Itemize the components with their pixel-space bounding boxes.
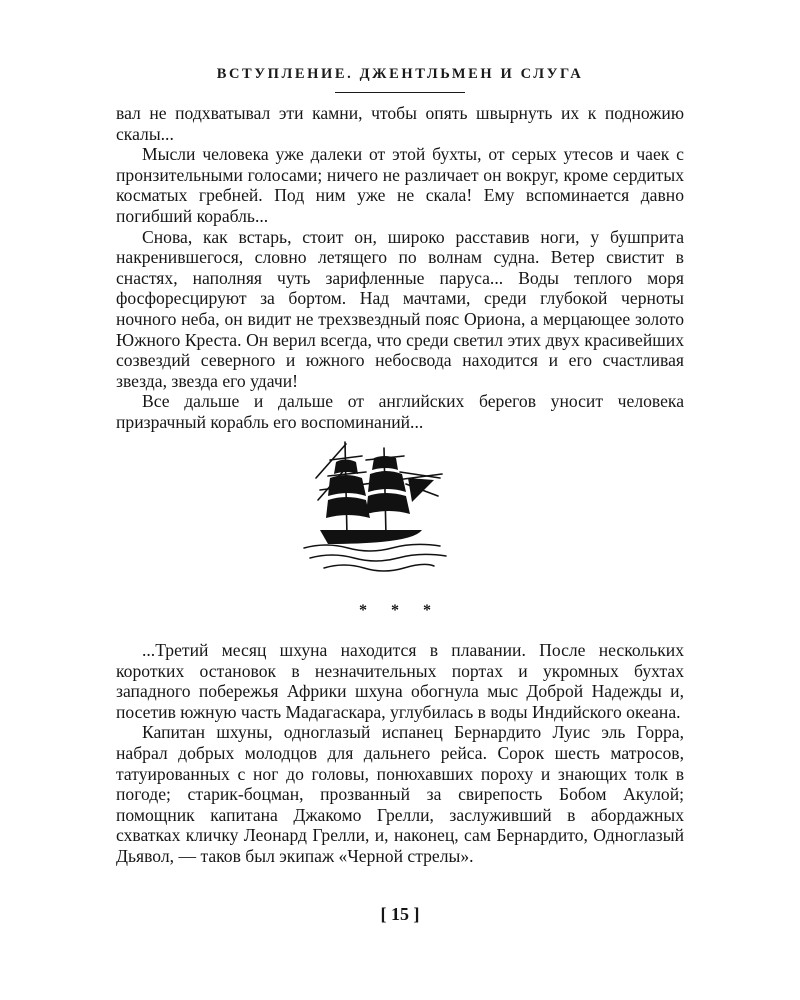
paragraph: ...Третий месяц шхуна находится в плавании. После нескольких коротких остановок в незначительных портах и укромных бухтах западного побережья Африки шхуна обогнула мыс Доброй Надежды и, посетив южную часть Мадагаскара, углубилась в воды Индийского океана. bbox=[116, 640, 684, 722]
header-rule bbox=[335, 92, 465, 93]
page-number: [ 15 ] bbox=[380, 904, 420, 924]
paragraph: Мысли человека уже далеки от этой бухты, от серых утесов и чаек с пронзительными голосами; ничего не различает он вокруг, кроме сердитых косматых гребней. Под ним уже не скала! Ему вспоминается давно погибший корабль... bbox=[116, 144, 684, 226]
running-head: ВСТУПЛЕНИЕ. ДЖЕНТЛЬМЕН И СЛУГА bbox=[216, 66, 584, 82]
sailing-ship-illustration bbox=[300, 438, 450, 583]
paragraph: Все дальше и дальше от английских берегов уносит человека призрачный корабль его воспоминаний... bbox=[116, 391, 684, 432]
text-block-bottom bbox=[116, 640, 684, 867]
paragraph: Снова, как встарь, стоит он, широко расставив ноги, у бушприта накренившегося, словно летящего по волнам судна. Ветер свистит в снастях, наполняя чуть зарифленные паруса... Воды теплого моря фосфоресцируют за бортом. Над мачтами, среди глубокой черноты ночного неба, он видит не трехзвездный пояс Ориона, а мерцающее золото Южного Креста. Он верил всегда, что среди светил этих двух красивейших созвездий северного и южного небосвода находится и его счастливая звезда, звезда его удачи! bbox=[116, 226, 684, 391]
paragraph: Капитан шхуны, одноглазый испанец Бернардито Луис эль Горра, набрал добрых молодцов для дальнего рейса. Сорок шесть матросов, татуированных с ног до головы, понюхавших пороху и знающих толк в погоде; старик-боцман, прозванный за свирепость Бобом Акулой; помощник капитана Джакомо Грелли, заслуживший в абордажных схватках кличку Леонард Грелли, и, наконец, сам Бернардито, Одноглазый Дьявол, — таков был экипаж «Черной стрелы». bbox=[116, 722, 684, 866]
section-separator: * * * bbox=[359, 602, 441, 619]
text-block-top bbox=[116, 103, 684, 433]
paragraph: вал не подхватывал эти камни, чтобы опять швырнуть их к подножию скалы... bbox=[116, 103, 684, 144]
